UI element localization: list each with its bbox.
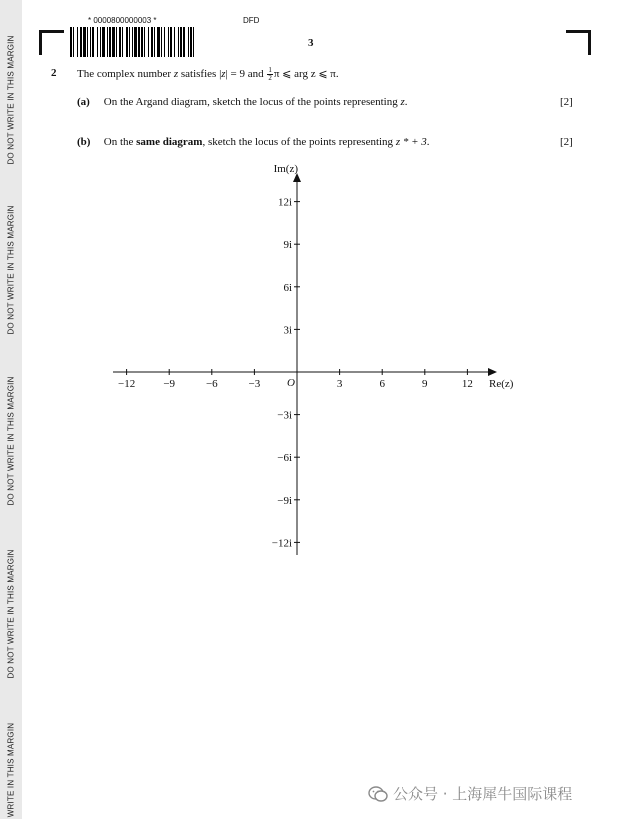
part-emphasis: same diagram [136,136,203,148]
stem-variable: z [221,68,226,81]
y-tick-label: −12i [271,537,292,550]
paper-code: DFD [243,16,260,25]
part-text: . [404,96,408,108]
origin-label: O [287,377,295,389]
real-axis-label: Re(z) [489,378,514,390]
y-tick-label: 12i [277,196,292,209]
stem-variable: z [173,68,179,81]
x-tick-label: 3 [336,378,343,390]
x-tick-label: −9 [163,378,176,390]
part-label: (b) [77,136,91,148]
question-number: 2 [51,67,57,79]
x-tick-label: 9 [422,378,428,390]
watermark-text: 公众号 · 上海犀牛国际课程 [393,785,573,803]
x-tick-label: −6 [205,378,218,390]
margin-warning: DO NOT WRITE IN THIS MARGIN [6,205,16,335]
margin-warning: DO NOT WRITE IN THIS MARGIN [6,35,16,165]
y-tick-label: −9i [277,494,292,507]
part-text: On the Argand diagram, sketch the locus of the points representing [103,96,401,108]
y-tick-label: 6i [283,281,292,294]
y-tick-label: −6i [277,452,292,465]
part-text: , sketch the locus of the points representing [202,136,396,148]
margin-warning: DO NOT WRITE IN THIS MARGIN [6,376,16,506]
y-tick-label: 9i [283,239,292,252]
fraction-numerator: 1 [268,66,272,74]
stem-text: The complex number [77,68,174,81]
stem-text: π ⩽ arg z ⩽ π. [273,68,339,81]
y-tick-label: −3i [277,409,292,422]
x-tick-label: 12 [461,378,473,390]
part-text: On the [103,136,137,148]
margin-warning: WRITE IN THIS MARGIN [6,722,16,818]
fraction-denominator: 2 [268,74,272,82]
part-text: . [426,136,430,148]
margin-warning: DO NOT WRITE IN THIS MARGIN [6,549,16,679]
stem-text: satisfies | [178,68,222,81]
marks-b: [2] [560,136,573,148]
stem-text: | = 9 and [225,68,267,81]
x-tick-label: −12 [117,378,136,390]
real-axis-arrow [488,368,497,376]
part-label: (a) [77,96,90,108]
x-tick-label: −3 [248,378,261,390]
wechat-icon [368,786,388,802]
barcode-caption: * 0000800000003 * [88,16,157,25]
imaginary-axis-label: Im(z) [273,163,298,175]
part-variable: z [400,96,405,108]
y-tick-label: 3i [283,324,292,337]
marks-a: [2] [560,96,573,108]
watermark [368,783,572,804]
x-tick-label: 6 [379,378,385,390]
part-variable: z * + 3 [395,136,427,148]
page-number: 3 [308,37,314,49]
